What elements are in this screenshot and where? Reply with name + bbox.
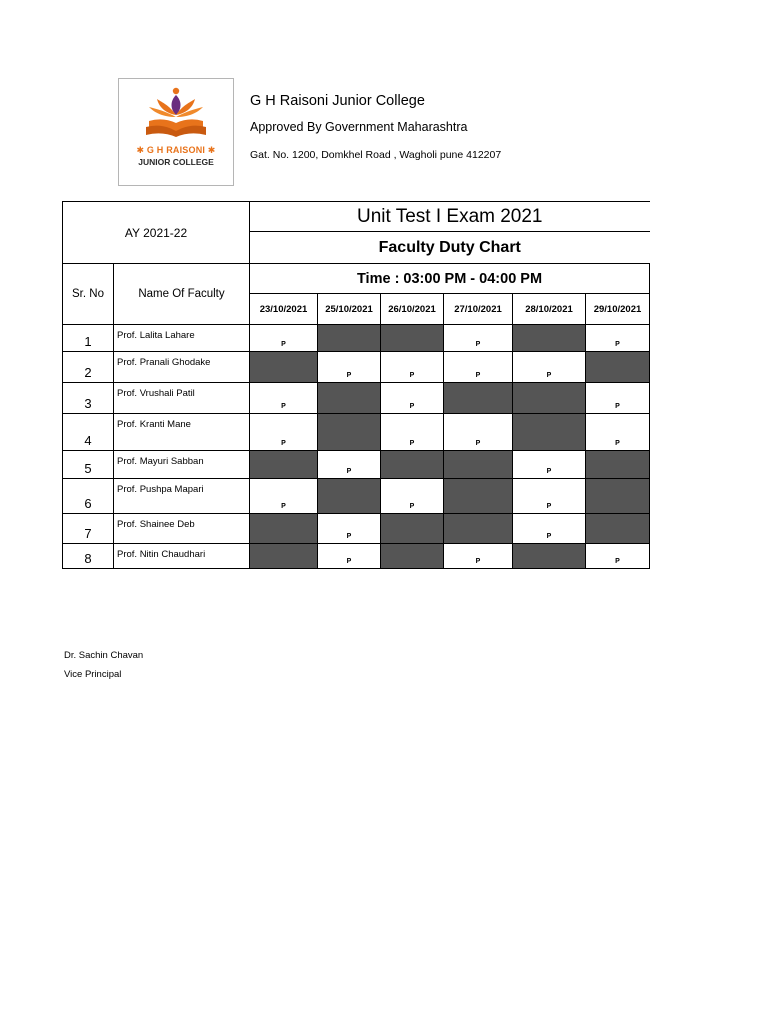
- duty-cell-present: P: [318, 514, 381, 544]
- duty-cell-present: P: [444, 544, 513, 569]
- sr-no-cell: 8: [63, 544, 114, 569]
- duty-cell-off: [318, 325, 381, 352]
- duty-cell-off: [513, 414, 586, 451]
- table-row: [63, 479, 650, 514]
- faculty-name-cell: Prof. Shainee Deb: [114, 514, 250, 544]
- duty-cell-present: P: [381, 383, 444, 414]
- duty-cell-off: [318, 414, 381, 451]
- duty-cell-present: P: [444, 352, 513, 383]
- duty-cell-present: P: [586, 414, 650, 451]
- date-header: 25/10/2021: [318, 294, 381, 325]
- duty-cell-present: P: [513, 352, 586, 383]
- sr-no-cell: 6: [63, 479, 114, 514]
- col-header-name: Name Of Faculty: [114, 264, 250, 325]
- academic-year: AY 2021-22: [63, 202, 250, 264]
- college-name: G H Raisoni Junior College: [250, 93, 425, 109]
- logo-text-line1: ✱ G H RAISONI ✱: [136, 145, 216, 155]
- duty-cell-present: P: [444, 414, 513, 451]
- duty-cell-present: P: [250, 414, 318, 451]
- duty-chart-table: [62, 201, 650, 569]
- faculty-name-cell: Prof. Pushpa Mapari: [114, 479, 250, 514]
- chart-subtitle: Faculty Duty Chart: [250, 232, 650, 264]
- date-header: 29/10/2021: [586, 294, 650, 325]
- duty-cell-off: [250, 352, 318, 383]
- duty-cell-off: [586, 352, 650, 383]
- duty-cell-off: [250, 544, 318, 569]
- faculty-name-cell: Prof. Nitin Chaudhari: [114, 544, 250, 569]
- duty-cell-present: P: [586, 325, 650, 352]
- sr-no-cell: 7: [63, 514, 114, 544]
- sr-no-cell: 4: [63, 414, 114, 451]
- duty-cell-present: P: [444, 325, 513, 352]
- duty-cell-off: [250, 514, 318, 544]
- signatory-name: Dr. Sachin Chavan: [64, 650, 144, 661]
- table-row: [63, 514, 650, 544]
- faculty-name-cell: Prof. Mayuri Sabban: [114, 451, 250, 479]
- book-lotus-icon: [119, 79, 233, 145]
- sr-no-cell: 3: [63, 383, 114, 414]
- duty-cell-present: P: [318, 451, 381, 479]
- table-row: [63, 352, 650, 383]
- sr-no-cell: 2: [63, 352, 114, 383]
- sr-no-cell: 1: [63, 325, 114, 352]
- table-row: [63, 325, 650, 352]
- approval-text: Approved By Government Maharashtra: [250, 120, 468, 134]
- faculty-rows: [63, 325, 650, 569]
- exam-title: Unit Test I Exam 2021: [250, 202, 650, 232]
- faculty-name-cell: Prof. Vrushali Patil: [114, 383, 250, 414]
- duty-cell-present: P: [586, 544, 650, 569]
- faculty-name-cell: Prof. Kranti Mane: [114, 414, 250, 451]
- faculty-name-cell: Prof. Lalita Lahare: [114, 325, 250, 352]
- duty-cell-off: [318, 479, 381, 514]
- duty-cell-off: [586, 479, 650, 514]
- exam-time: Time : 03:00 PM - 04:00 PM: [250, 264, 650, 294]
- duty-cell-off: [513, 325, 586, 352]
- sr-no-cell: 5: [63, 451, 114, 479]
- duty-cell-off: [444, 383, 513, 414]
- duty-cell-present: P: [250, 479, 318, 514]
- duty-cell-present: P: [250, 383, 318, 414]
- college-address: Gat. No. 1200, Domkhel Road , Wagholi pune 412207: [250, 149, 502, 161]
- table-row: [63, 544, 650, 569]
- faculty-name-cell: Prof. Pranali Ghodake: [114, 352, 250, 383]
- date-header: 28/10/2021: [513, 294, 586, 325]
- duty-cell-off: [381, 451, 444, 479]
- table-row: [63, 451, 650, 479]
- duty-cell-present: P: [381, 479, 444, 514]
- duty-cell-present: P: [318, 544, 381, 569]
- college-logo: [118, 78, 234, 186]
- duty-cell-present: P: [250, 325, 318, 352]
- duty-cell-present: P: [318, 352, 381, 383]
- duty-cell-present: P: [586, 383, 650, 414]
- table-row: [63, 414, 650, 451]
- date-header: 23/10/2021: [250, 294, 318, 325]
- duty-cell-off: [513, 383, 586, 414]
- duty-cell-off: [381, 544, 444, 569]
- table-row: [63, 383, 650, 414]
- duty-cell-off: [513, 544, 586, 569]
- logo-text-line2: JUNIOR COLLEGE: [138, 157, 214, 167]
- duty-cell-present: P: [513, 479, 586, 514]
- duty-cell-off: [318, 383, 381, 414]
- duty-cell-off: [444, 479, 513, 514]
- col-header-srno: Sr. No: [63, 264, 114, 325]
- duty-cell-off: [381, 325, 444, 352]
- duty-cell-off: [381, 514, 444, 544]
- date-header: 27/10/2021: [444, 294, 513, 325]
- duty-cell-off: [250, 451, 318, 479]
- duty-cell-off: [586, 451, 650, 479]
- duty-cell-off: [444, 451, 513, 479]
- duty-cell-present: P: [381, 414, 444, 451]
- duty-cell-present: P: [381, 352, 444, 383]
- duty-cell-present: P: [513, 514, 586, 544]
- date-header: 26/10/2021: [381, 294, 444, 325]
- duty-cell-present: P: [513, 451, 586, 479]
- duty-cell-off: [586, 514, 650, 544]
- signatory-role: Vice Principal: [64, 669, 122, 680]
- duty-cell-off: [444, 514, 513, 544]
